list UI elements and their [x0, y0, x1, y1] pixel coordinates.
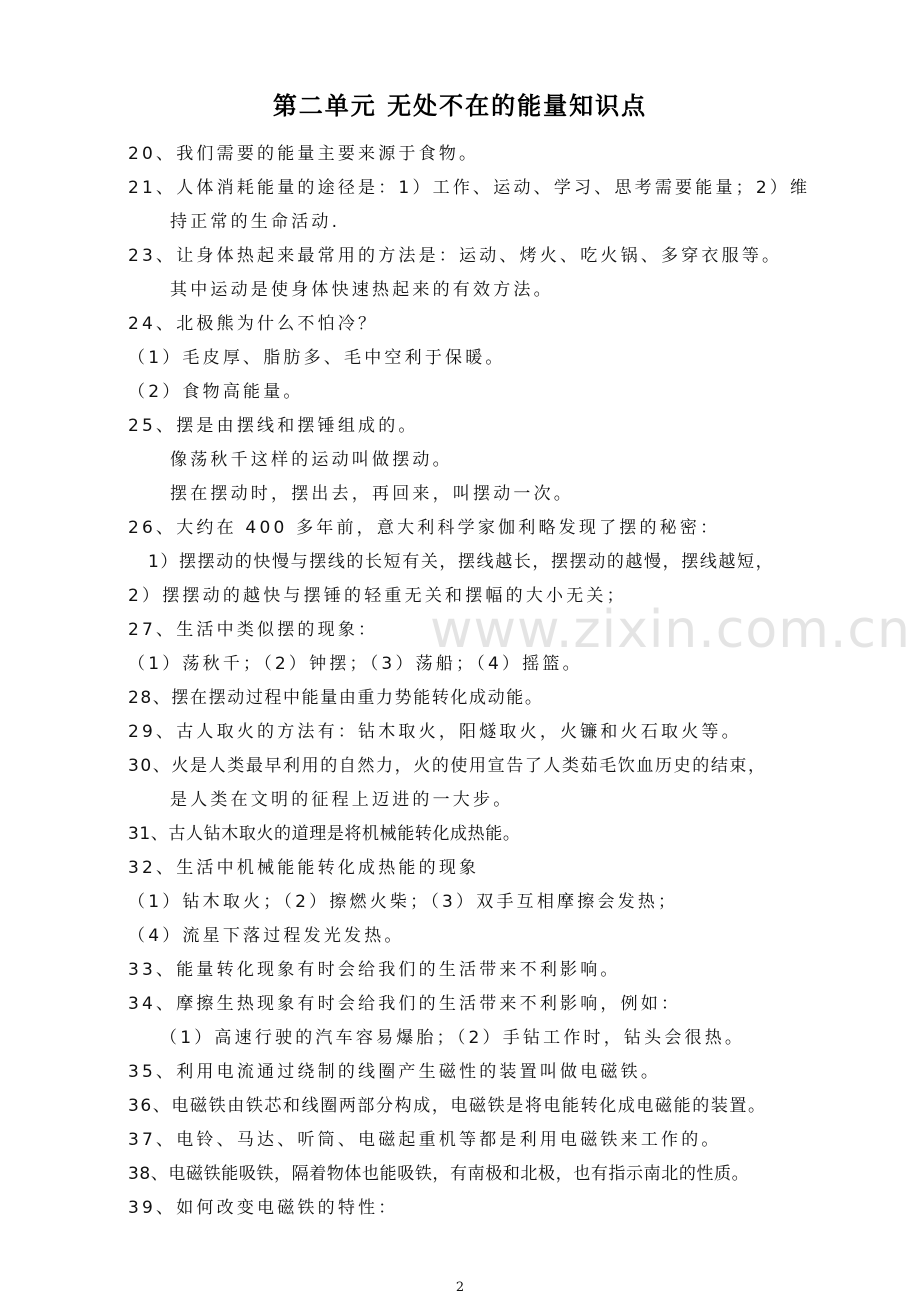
text-line: （4）流星下落过程发光发热。	[128, 926, 405, 946]
text-line: 2）摆摆动的越快与摆锤的轻重无关和摆幅的大小无关；	[128, 586, 627, 606]
page-number: 2	[455, 1280, 465, 1295]
watermark: www.zixin.com.cn	[430, 600, 911, 660]
text-line: 35、利用电流通过绕制的线圈产生磁性的装置叫做电磁铁。	[128, 1062, 662, 1082]
text-line: 34、摩擦生热现象有时会给我们的生活带来不利影响，例如：	[128, 994, 682, 1014]
text-line: （1）荡秋千；（2）钟摆；（3）荡船；（4）摇篮。	[128, 654, 583, 674]
text-line: 37、电铃、马达、听筒、电磁起重机等都是利用电磁铁来工作的。	[128, 1130, 722, 1150]
text-line: （2）食物高能量。	[128, 382, 304, 402]
text-line: 24、北极熊为什么不怕冷？	[128, 314, 379, 334]
text-line: 36、电磁铁由铁芯和线圈两部分构成，电磁铁是将电能转化成电磁能的装置。	[128, 1096, 767, 1116]
text-line: 23、让身体热起来最常用的方法是：运动、烤火、吃火锅、多穿衣服等。	[128, 246, 783, 266]
text-line: 像荡秋千这样的运动叫做摆动。	[170, 450, 453, 470]
text-line: 26、大约在 400 多年前，意大利科学家伽利略发现了摆的秘密：	[128, 518, 721, 538]
text-line: 33、能量转化现象有时会给我们的生活带来不利影响。	[128, 960, 621, 980]
text-line: 38、电磁铁能吸铁，隔着物体也能吸铁，有南极和北极，也有指示南北的性质。	[128, 1164, 750, 1184]
text-line: （1）毛皮厚、脂肪多、毛中空利于保暖。	[128, 348, 506, 368]
text-line: 1）摆摆动的快慢与摆线的长短有关，摆线越长，摆摆动的越慢，摆线越短，	[148, 552, 775, 572]
page-title: 第二单元 无处不在的能量知识点	[272, 92, 648, 120]
text-line: 其中运动是使身体快速热起来的有效方法。	[170, 280, 554, 300]
text-line: 摆在摆动时，摆出去，再回来，叫摆动一次。	[170, 484, 574, 504]
text-line: 30、火是人类最早利用的自然力，火的使用宣告了人类茹毛饮血历史的结束，	[128, 756, 767, 776]
text-line: 是人类在文明的征程上迈进的一大步。	[170, 790, 514, 810]
text-line: 28、摆在摆动过程中能量由重力势能转化成动能。	[128, 688, 544, 708]
text-line: 25、摆是由摆线和摆锤组成的。	[128, 416, 419, 436]
text-line: 持正常的生命活动.	[170, 212, 341, 232]
text-line: 39、如何改变电磁铁的特性：	[128, 1198, 399, 1218]
text-line: 20、我们需要的能量主要来源于食物。	[128, 144, 480, 164]
text-line: （1）高速行驶的汽车容易爆胎；（2）手钻工作时，钻头会很热。	[160, 1028, 746, 1048]
text-line: 32、生活中机械能能转化成热能的现象	[128, 858, 480, 878]
text-line: 27、生活中类似摆的现象：	[128, 620, 379, 640]
text-line: （1）钻木取火；（2）擦燃火柴；（3）双手互相摩擦会发热；	[128, 892, 679, 912]
text-line: 29、古人取火的方法有：钻木取火，阳燧取火，火镰和火石取火等。	[128, 722, 742, 742]
text-line: 21、人体消耗能量的途径是：1）工作、运动、学习、思考需要能量；2）维	[128, 178, 811, 198]
text-line: 31、古人钻木取火的道理是将机械能转化成热能。	[128, 824, 521, 844]
